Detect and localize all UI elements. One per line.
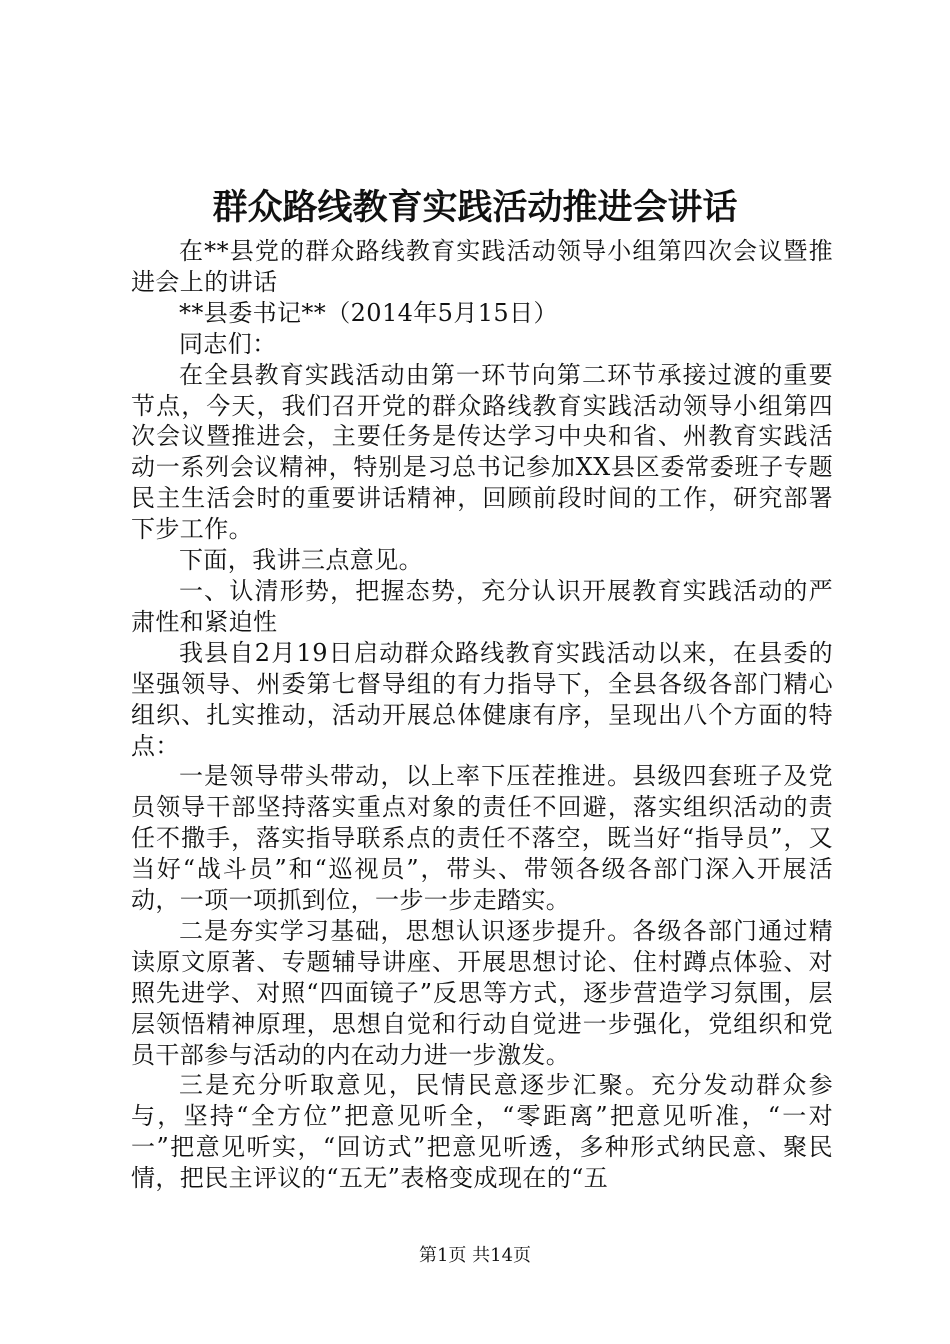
document-title: 群众路线教育实践活动推进会讲话 bbox=[212, 187, 738, 228]
subtitle-paragraph: 在**县党的群众路线教育实践活动领导小组第四次会议暨推进会上的讲话 bbox=[131, 237, 833, 296]
speaker-line: **县委书记**（2014年5月15日） bbox=[179, 298, 558, 327]
page-footer: 第1页 共14页 bbox=[418, 1245, 532, 1266]
body-paragraph: 在全县教育实践活动由第一环节向第二环节承接过渡的重要节点，今天，我们召开党的群众路线教育实践活动领导小组第四次会议暨推进会，主要任务是传达学习中央和省、州教育实践活动一系列会议精神，特别是习总书记参加XX县区委常委班子专题民主生活会时的重要讲话精神，回顾前段时间的工作，研究部署下步工作。 bbox=[131, 360, 833, 544]
section-heading: 一、认清形势，把握态势，充分认识开展教育实践活动的严肃性和紧迫性 bbox=[131, 576, 833, 636]
body-paragraph: 下面，我讲三点意见。 bbox=[179, 546, 423, 575]
body-paragraph: 一是领导带头带动，以上率下压茬推进。县级四套班子及党员领导干部坚持落实重点对象的责任不回避，落实组织活动的责任不撒手，落实指导联系点的责任不落空，既当好“指导员”，又当好“战斗员”和“巡视员”，带头、带领各级各部门深入开展活动，一项一项抓到位，一步一步走踏实。 bbox=[131, 762, 833, 915]
document-body bbox=[131, 236, 833, 1194]
body-paragraph: 二是夯实学习基础，思想认识逐步提升。各级各部门通过精读原文原著、专题辅导讲座、开展思想讨论、住村蹲点体验、对照先进学、对照“四面镜子”反思等方式，逐步营造学习氛围，层层领悟精神原理，思想自觉和行动自觉进一步强化，党组织和党员干部参与活动的内在动力进一步激发。 bbox=[131, 916, 833, 1069]
body-paragraph: 我县自2月19日启动群众路线教育实践活动以来，在县委的坚强领导、州委第七督导组的有力指导下，全县各级各部门精心组织、扎实推动，活动开展总体健康有序，呈现出八个方面的特点： bbox=[131, 638, 833, 760]
salutation: 同志们： bbox=[179, 329, 277, 358]
body-paragraph: 三是充分听取意见，民情民意逐步汇聚。充分发动群众参与，坚持“全方位”把意见听全，“零距离”把意见听准，“一对一”把意见听实，“回访式”把意见听透，多种形式纳民意、聚民情，把民主评议的“五无”表格变成现在的“五 bbox=[131, 1071, 833, 1193]
